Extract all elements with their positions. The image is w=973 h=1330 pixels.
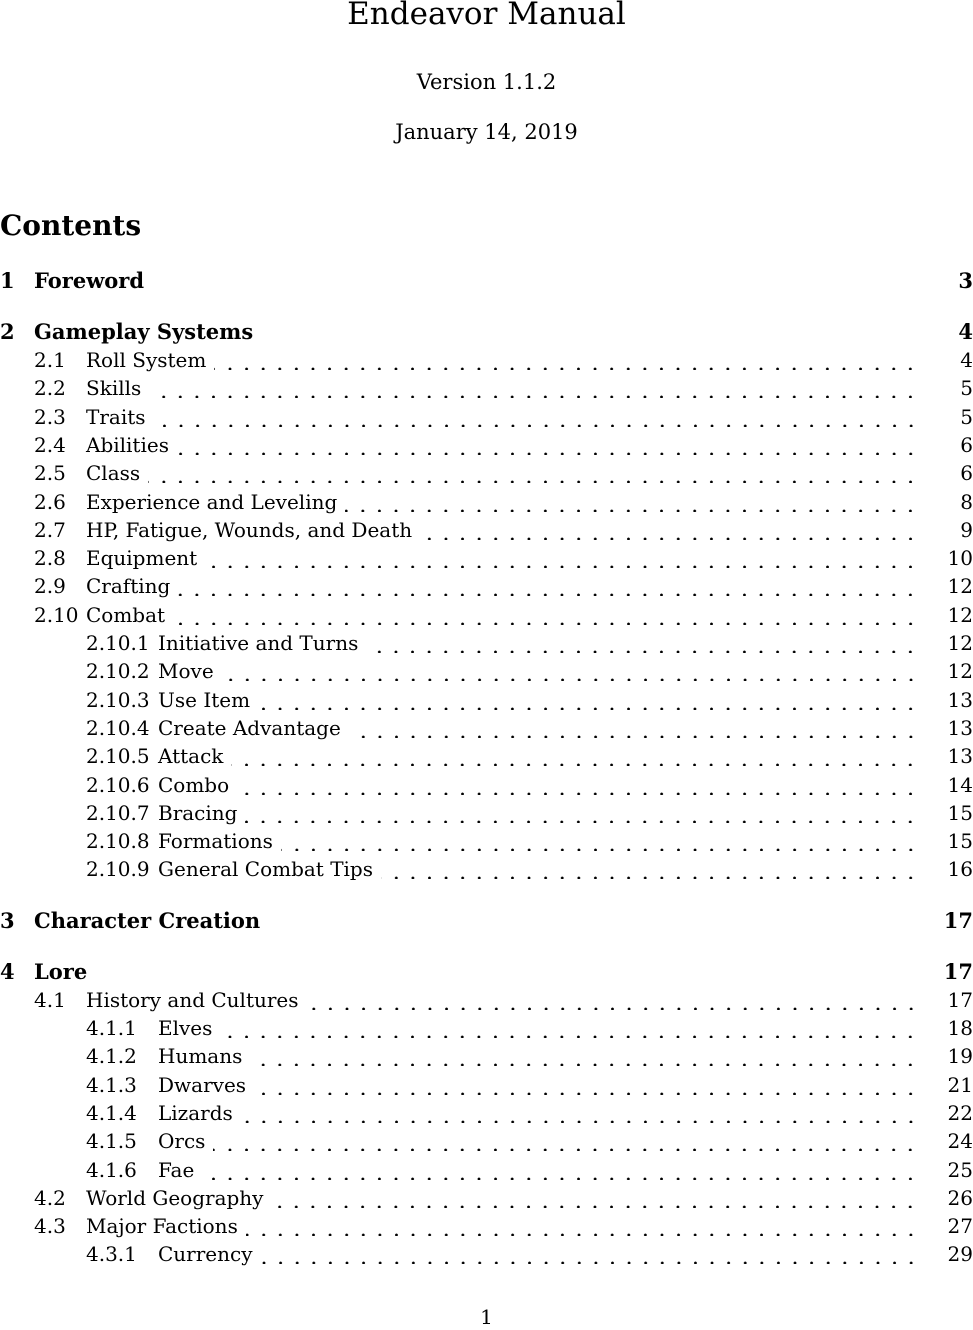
toc-entry-number: 2.10.2 [86, 659, 150, 684]
toc-entry-page: 13 [947, 687, 973, 712]
toc-entry-title: History and Cultures [86, 987, 299, 1012]
toc-entry-number: 4.1.6 [86, 1157, 137, 1182]
toc-entry[interactable] [0, 629, 973, 657]
toc-leader-dots [307, 990, 919, 1010]
toc-entry-page: 13 [947, 744, 973, 769]
toc-entry-page: 3 [958, 268, 973, 293]
toc-entry-title: Character Creation [34, 907, 261, 933]
toc-entry-title: Traits [86, 404, 146, 429]
toc-entry-title: Roll System [86, 348, 207, 372]
toc-entry[interactable] [0, 1127, 973, 1155]
toc-leader-dots [245, 803, 919, 823]
toc-entry-number: 4.3.1 [86, 1242, 137, 1267]
toc-entry-title: Formations [158, 829, 273, 854]
toc-leader-dots [261, 1244, 919, 1264]
toc-entry[interactable] [0, 958, 973, 986]
toc-entry-title: Use Item [158, 687, 251, 712]
toc-entry[interactable] [0, 771, 973, 799]
toc-entry-page: 17 [947, 987, 973, 1012]
document-title: Endeavor Manual [347, 0, 626, 32]
toc-entry[interactable] [0, 657, 973, 685]
toc-entry-number: 4.1.3 [86, 1072, 137, 1097]
toc-entry-title: Initiative and Turns [158, 631, 359, 655]
toc-entry-number: 2.10.6 [86, 772, 150, 797]
toc-entry-title: Combat [86, 602, 166, 627]
toc-entry-title: Move [158, 659, 214, 684]
toc-entry[interactable] [0, 1071, 973, 1099]
toc-entry-number: 4.2 [34, 1185, 66, 1210]
toc-entry-title: Humans [158, 1044, 243, 1069]
toc-entry-title: Equipment [86, 546, 198, 571]
toc-entry-number: 2.7 [34, 517, 66, 542]
toc-leader-dots [258, 690, 919, 710]
toc-entry-page: 19 [947, 1044, 973, 1069]
toc-leader-dots [246, 1216, 919, 1236]
toc-entry-title: Fae [158, 1157, 195, 1182]
toc-leader-dots [149, 378, 919, 398]
toc-entry[interactable] [0, 1240, 973, 1268]
contents-heading: Contents [0, 209, 142, 242]
toc-entry-page: 14 [947, 772, 973, 797]
toc-entry-title: Foreword [34, 268, 145, 293]
toc-entry-page: 15 [947, 800, 973, 825]
toc-entry-number: 4.3 [34, 1214, 66, 1239]
toc-entry-title: Elves [158, 1016, 213, 1040]
toc-entry-number: 2.6 [34, 489, 66, 514]
toc-leader-dots [231, 746, 919, 766]
toc-entry[interactable] [0, 601, 973, 629]
toc-entry-title: Dwarves [158, 1072, 247, 1097]
toc-entry[interactable] [0, 431, 973, 459]
toc-entry-title: Bracing [158, 800, 238, 825]
toc-entry[interactable] [0, 1156, 973, 1184]
toc-entry[interactable] [0, 799, 973, 827]
toc-entry-number: 2.10 [34, 602, 79, 627]
toc-entry[interactable] [0, 403, 973, 431]
toc-entry-title: Major Factions [86, 1214, 238, 1239]
toc-entry-number: 2 [0, 319, 15, 344]
toc-entry-number: 4.1.5 [86, 1129, 137, 1154]
toc-entry-page: 4 [958, 319, 973, 344]
toc-entry[interactable] [0, 267, 973, 295]
toc-leader-dots [420, 520, 919, 540]
document-version: Version 1.1.2 [416, 70, 557, 94]
toc-leader-dots [271, 1188, 919, 1208]
toc-entry-number: 2.10.3 [86, 687, 150, 712]
toc-entry-number: 2.3 [34, 404, 66, 429]
toc-entry-title: Orcs [158, 1129, 206, 1154]
toc-entry-page: 10 [947, 546, 973, 571]
toc-entry-number: 2.1 [34, 348, 66, 372]
toc-entry-number: 2.10.1 [86, 631, 150, 655]
toc-entry-title: Attack [158, 744, 224, 769]
toc-entry-page: 12 [947, 602, 973, 627]
toc-leader-dots [213, 1131, 919, 1151]
toc-entry-number: 2.2 [34, 376, 66, 401]
toc-entry[interactable] [0, 346, 973, 374]
toc-leader-dots [222, 661, 919, 681]
toc-leader-dots [237, 775, 919, 795]
toc-entry-page: 9 [960, 517, 973, 542]
toc-entry-page: 5 [960, 376, 973, 401]
toc-entry-title: Experience and Leveling [86, 489, 338, 514]
toc-entry-title: Skills [86, 376, 142, 401]
toc-entry-page: 29 [947, 1242, 973, 1267]
toc-entry-number: 2.5 [34, 461, 66, 486]
toc-entry[interactable] [0, 855, 973, 883]
document-date: January 14, 2019 [395, 120, 578, 144]
toc-leader-dots [349, 718, 919, 738]
toc-entry-number: 2.10.9 [86, 857, 150, 882]
toc-entry[interactable] [0, 742, 973, 770]
toc-entry-page: 12 [947, 631, 973, 655]
toc-entry-page: 25 [947, 1157, 973, 1182]
toc-entry-page: 17 [943, 958, 973, 984]
toc-leader-dots [345, 492, 919, 512]
toc-entry-page: 15 [947, 829, 973, 854]
toc-entry-page: 16 [947, 857, 973, 882]
toc-entry-title: Combo [158, 772, 230, 797]
toc-leader-dots [254, 1075, 919, 1095]
toc-entry-title: Currency [158, 1242, 253, 1267]
toc-entry-title: Lore [34, 958, 88, 984]
toc-entry[interactable] [0, 318, 973, 346]
toc-entry[interactable] [0, 827, 973, 855]
toc-entry-page: 5 [960, 404, 973, 429]
toc-entry-page: 6 [960, 461, 973, 486]
toc-entry-number: 2.10.4 [86, 715, 150, 740]
toc-leader-dots [154, 407, 919, 427]
toc-entry[interactable] [0, 686, 973, 714]
toc-leader-dots [177, 435, 919, 455]
toc-leader-dots [366, 633, 919, 653]
toc-entry-page: 18 [947, 1016, 973, 1040]
toc-entry-page: 6 [960, 432, 973, 457]
toc-entry-number: 2.10.5 [86, 744, 150, 769]
toc-entry-title: Crafting [86, 574, 171, 599]
toc-entry-number: 4.1 [34, 987, 66, 1012]
toc-entry[interactable] [0, 1099, 973, 1127]
toc-entry-page: 12 [947, 659, 973, 684]
toc-entry[interactable] [0, 1184, 973, 1212]
toc-entry-number: 4 [0, 958, 15, 984]
toc-leader-dots [381, 859, 919, 879]
toc-entry[interactable] [0, 1014, 973, 1042]
toc-leader-dots [281, 831, 919, 851]
toc-entry-page: 12 [947, 574, 973, 599]
toc-entry[interactable] [0, 488, 973, 516]
toc-entry-title: General Combat Tips [158, 857, 373, 882]
toc-entry-number: 4.1.4 [86, 1100, 137, 1125]
toc-entry[interactable] [0, 986, 973, 1014]
toc-entry[interactable] [0, 459, 973, 487]
toc-entry[interactable] [0, 572, 973, 600]
toc-entry-number: 4.1.2 [86, 1044, 137, 1069]
page-number: 1 [480, 1305, 493, 1329]
toc-entry[interactable] [0, 544, 973, 572]
toc-entry[interactable] [0, 1212, 973, 1240]
toc-entry[interactable] [0, 374, 973, 402]
toc-entry-title: Create Advantage [158, 715, 341, 740]
toc-entry-page: 8 [960, 489, 973, 514]
toc-entry-title: Gameplay Systems [34, 319, 254, 344]
toc-entry-page: 24 [947, 1129, 973, 1154]
toc-entry-number: 1 [0, 268, 15, 293]
toc-entry-number: 2.9 [34, 574, 66, 599]
toc-entry-page: 26 [947, 1185, 973, 1210]
toc-entry-number: 2.4 [34, 432, 66, 457]
toc-entry-page: 21 [947, 1072, 973, 1097]
toc-entry-title: HP, Fatigue, Wounds, and Death [86, 517, 413, 542]
toc-entry-title: Class [86, 461, 141, 486]
toc-entry-title: Abilities [86, 432, 169, 457]
toc-leader-dots [178, 576, 919, 596]
toc-entry[interactable] [0, 714, 973, 742]
toc-entry-number: 4.1.1 [86, 1016, 137, 1040]
toc-entry[interactable] [0, 907, 973, 935]
toc-leader-dots [202, 1160, 919, 1180]
toc-entry-title: Lizards [158, 1100, 233, 1125]
toc-leader-dots [205, 548, 919, 568]
toc-entry-page: 27 [947, 1214, 973, 1239]
toc-leader-dots [250, 1046, 919, 1066]
toc-leader-dots [148, 463, 919, 483]
toc-entry[interactable] [0, 1042, 973, 1070]
toc-entry-number: 2.10.7 [86, 800, 150, 825]
toc-entry-number: 2.8 [34, 546, 66, 571]
toc-entry-number: 3 [0, 907, 15, 933]
toc-entry-page: 22 [947, 1100, 973, 1125]
toc-entry-number: 2.10.8 [86, 829, 150, 854]
toc-entry-title: World Geography [86, 1185, 264, 1210]
toc-entry-page: 13 [947, 715, 973, 740]
toc-leader-dots [173, 605, 919, 625]
toc-entry[interactable] [0, 516, 973, 544]
toc-leader-dots [241, 1103, 919, 1123]
toc-entry-page: 4 [960, 348, 973, 372]
toc-leader-dots [220, 1018, 919, 1038]
toc-leader-dots [214, 350, 919, 370]
toc-entry-page: 17 [943, 907, 973, 933]
